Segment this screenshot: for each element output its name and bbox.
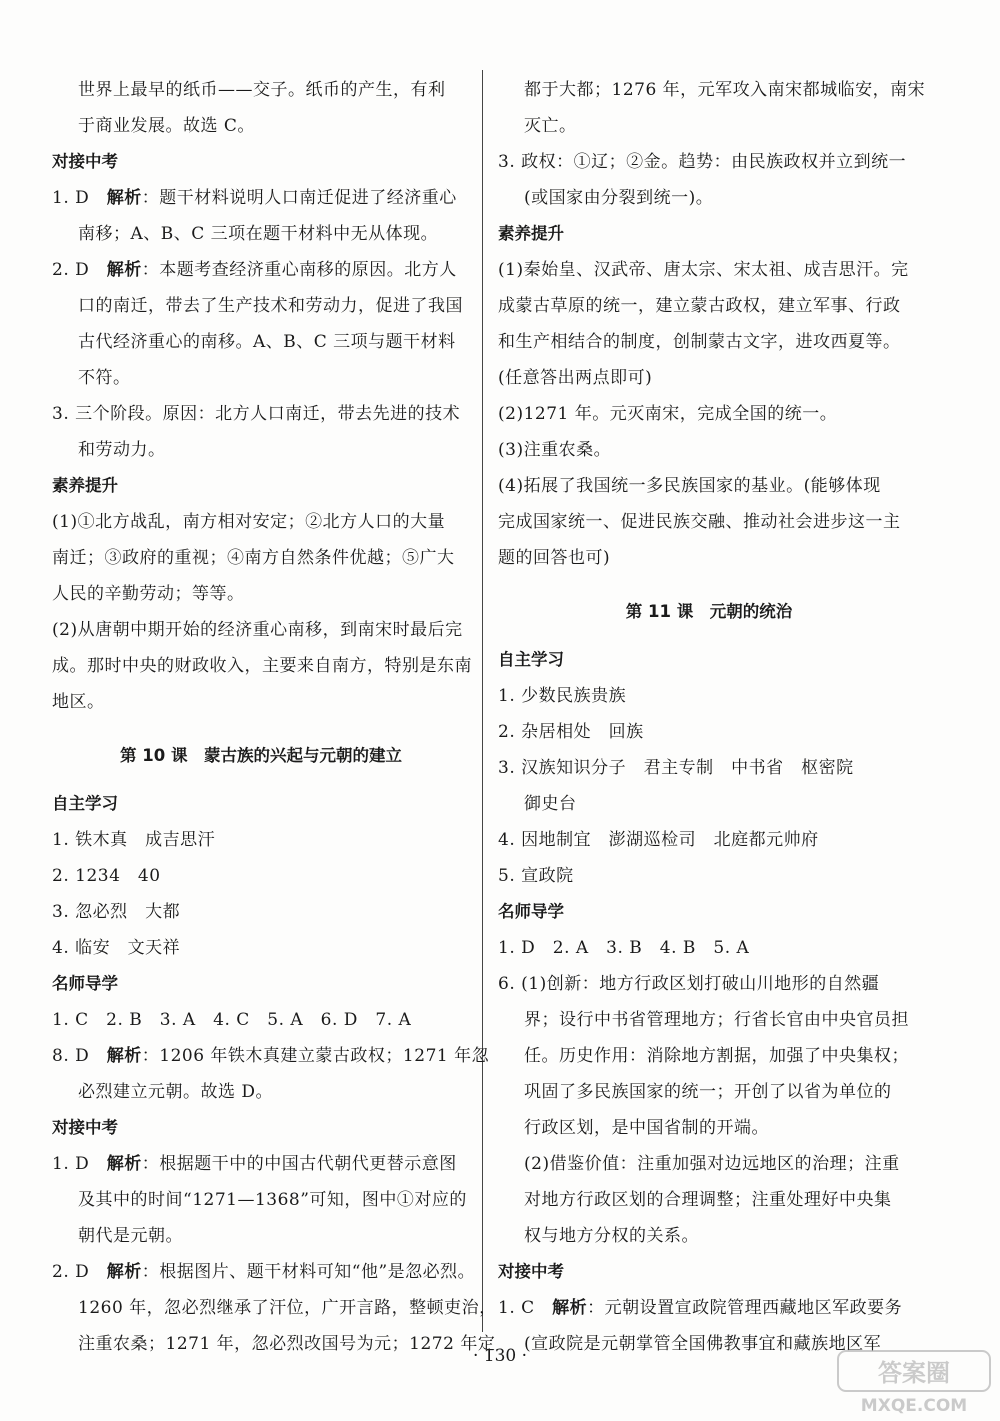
text-line: 1. 少数民族贵族 — [498, 686, 627, 706]
answer-text: ：根据图片、题干材料可知“他”是忽必烈。 — [141, 1262, 476, 1282]
answer-number: 8. D — [52, 1046, 90, 1066]
text-line: (4)拓展了我国统一多民族国家的基业。(能够体现 — [498, 476, 881, 496]
answer-text: ：根据题干中的中国古代朝代更替示意图 — [141, 1154, 457, 1174]
text-line: 和生产相结合的制度，创制蒙古文字，进攻西夏等。 — [498, 332, 901, 352]
text-line: 3. 忽必烈 大都 — [52, 902, 181, 922]
text-line: 完成国家统一、促进民族交融、推动社会进步这一主 — [498, 512, 901, 532]
text-line: 世界上最早的纸币——交子。纸币的产生，有利 — [78, 80, 446, 100]
text-line: 成。那时中央的财政收入，主要来自南方，特别是东南 — [52, 656, 472, 676]
column-divider — [482, 70, 483, 1332]
text-line: 权与地方分权的关系。 — [524, 1226, 699, 1246]
answer-line — [52, 180, 470, 216]
answer-text: ：题干材料说明人口南迁促进了经济重心 — [141, 188, 457, 208]
text-line: 2. 1234 40 — [52, 866, 161, 886]
text-line: 注重农桑；1271 年，忽必烈改国号为元；1272 年定 — [78, 1334, 496, 1354]
text-line: 1260 年，忽必烈继承了汗位，广开言路，整顿吏治， — [78, 1298, 497, 1318]
text-line: 3. 汉族知识分子 君主专制 中书省 枢密院 — [498, 758, 854, 778]
text-line: 和劳动力。 — [78, 440, 166, 460]
analysis-label: 解析 — [552, 1298, 588, 1318]
section-heading: 对接中考 — [52, 1118, 118, 1137]
text-line: 御史台 — [524, 794, 577, 814]
answer-line — [52, 1038, 490, 1074]
text-line: 及其中的时间“1271—1368”可知，图中①对应的 — [78, 1190, 467, 1210]
answer-number: 1. D — [52, 1154, 90, 1174]
section-heading: 自主学习 — [52, 794, 118, 813]
text-line: (任意答出两点即可) — [498, 368, 653, 388]
text-line: 题的回答也可) — [498, 548, 611, 568]
answer-text: ：本题考查经济重心南移的原因。北方人 — [141, 260, 457, 280]
text-line: 人民的辛勤劳动；等等。 — [52, 584, 245, 604]
analysis-label: 解析 — [106, 260, 142, 280]
text-line: 地区。 — [52, 692, 105, 712]
section-heading: 名师导学 — [498, 902, 564, 921]
text-line: 口的南迁，带去了生产技术和劳动力，促进了我国 — [78, 296, 463, 316]
answer-line — [52, 252, 470, 288]
watermark-logo — [836, 1349, 992, 1415]
text-line: 都于大都；1276 年，元军攻入南宋都城临安，南宋 — [524, 80, 926, 100]
text-line: 5. 宣政院 — [498, 866, 574, 886]
text-line: 不符。 — [78, 368, 131, 388]
section-heading: 素养提升 — [498, 224, 564, 243]
analysis-label: 解析 — [106, 1262, 142, 1282]
text-line: 4. 临安 文天祥 — [52, 938, 181, 958]
analysis-label: 解析 — [106, 1154, 142, 1174]
answer-line — [52, 1146, 470, 1182]
section-heading: 自主学习 — [498, 650, 564, 669]
text-line: (宣政院是元朝掌管全国佛教事宜和藏族地区军 — [524, 1334, 882, 1354]
text-line: 必烈建立元朝。故选 D。 — [78, 1082, 274, 1102]
text-line: 古代经济重心的南移。A、B、C 三项与题干材料 — [78, 332, 456, 352]
page-number: · 130 · — [472, 1346, 528, 1366]
text-line: 界；设行中书省管理地方；行省长官由中央官员担 — [524, 1010, 909, 1030]
text-line: 4. 因地制宜 澎湖巡检司 北庭都元帅府 — [498, 830, 819, 850]
text-line: 任。历史作用：消除地方割据，加强了中央集权； — [524, 1046, 909, 1066]
text-line: (或国家由分裂到统一)。 — [524, 188, 714, 208]
text-line: 1. 铁木真 成吉思汗 — [52, 830, 216, 850]
text-line: 2. 杂居相处 回族 — [498, 722, 644, 742]
text-line: (2)1271 年。元灭南宋，完成全国的统一。 — [498, 404, 838, 424]
text-line: 于商业发展。故选 C。 — [78, 116, 255, 136]
answer-line — [498, 1290, 920, 1326]
text-line: 行政区划，是中国省制的开端。 — [524, 1118, 769, 1138]
text-line: (1)①北方战乱，南方相对安定；②北方人口的大量 — [52, 512, 446, 532]
text-line: 灭亡。 — [524, 116, 577, 136]
right-column — [498, 72, 926, 1362]
text-line: 南移；A、B、C 三项在题干材料中无从体现。 — [78, 224, 439, 244]
text-line: (1)秦始皇、汉武帝、唐太宗、宋太祖、成吉思汗。完 — [498, 260, 909, 280]
lesson-title: 第 10 课 蒙古族的兴起与元朝的建立 — [120, 746, 402, 765]
text-line: 6. (1)创新：地方行政区划打破山川地形的自然疆 — [498, 974, 880, 994]
watermark-text: 答案圈 — [878, 1359, 950, 1387]
text-line: 1. C 2. B 3. A 4. C 5. A 6. D 7. A — [52, 1010, 412, 1030]
text-line: 1. D 2. A 3. B 4. B 5. A — [498, 938, 750, 958]
section-heading: 素养提升 — [52, 476, 118, 495]
text-line: (3)注重农桑。 — [498, 440, 612, 460]
text-line: 南迁；③政府的重视；④南方自然条件优越；⑤广大 — [52, 548, 455, 568]
watermark-url: MXQE.COM — [860, 1396, 968, 1415]
left-column — [52, 72, 497, 1362]
text-line: 巩固了多民族国家的统一；开创了以省为单位的 — [524, 1082, 892, 1102]
answer-line — [52, 1254, 476, 1290]
analysis-label: 解析 — [106, 188, 142, 208]
analysis-label: 解析 — [106, 1046, 142, 1066]
answer-text: ：1206 年铁木真建立蒙古政权；1271 年忽 — [141, 1046, 490, 1066]
text-line: 成蒙古草原的统一，建立蒙古政权，建立军事、行政 — [498, 296, 901, 316]
text-line: 对地方行政区划的合理调整；注重处理好中央集 — [524, 1190, 892, 1210]
text-line: 3. 三个阶段。原因：北方人口南迁，带去先进的技术 — [52, 404, 461, 424]
section-heading: 对接中考 — [52, 152, 118, 171]
text-line: 朝代是元朝。 — [78, 1226, 183, 1246]
text-line: (2)借鉴价值：注重加强对边远地区的治理；注重 — [524, 1154, 900, 1174]
answer-number: 2. D — [52, 260, 90, 280]
answer-text: ：元朝设置宣政院管理西藏地区军政要务 — [587, 1298, 903, 1318]
answer-number: 1. C — [498, 1298, 535, 1318]
text-line: 3. 政权：①辽；②金。趋势：由民族政权并立到统一 — [498, 152, 907, 172]
text-line: (2)从唐朝中期开始的经济重心南移，到南宋时最后完 — [52, 620, 463, 640]
answer-number: 2. D — [52, 1262, 90, 1282]
section-heading: 名师导学 — [52, 974, 118, 993]
lesson-title: 第 11 课 元朝的统治 — [625, 602, 793, 621]
answer-number: 1. D — [52, 188, 90, 208]
section-heading: 对接中考 — [498, 1262, 564, 1281]
